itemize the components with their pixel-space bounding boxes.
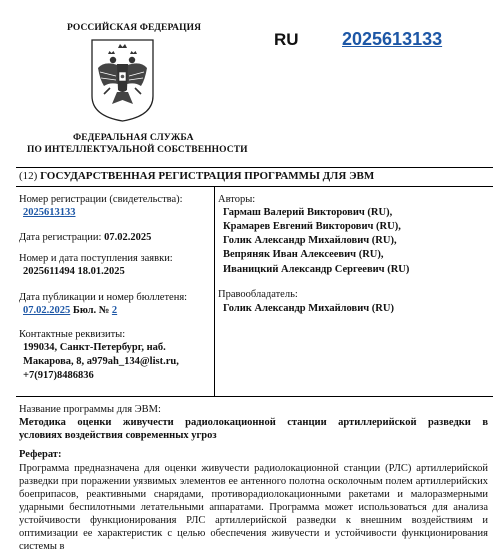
publication-row (23, 305, 117, 316)
holder-label: Правообладатель: (218, 289, 298, 300)
contacts-line-3: +7(917)8486836 (23, 370, 94, 381)
program-name-line-2: условиях воздействия современных угроз (19, 430, 217, 441)
author-item: Вепряняк Иван Алексеевич (RU), (223, 249, 384, 260)
divider-top (16, 167, 493, 168)
title-text: ГОСУДАРСТВЕННАЯ РЕГИСТРАЦИЯ ПРОГРАММЫ ДЛЯ ЭВМ (40, 170, 375, 182)
coat-of-arms-icon (90, 38, 155, 123)
authors-label: Авторы: (218, 194, 256, 205)
abstract-label: Реферат: (19, 449, 62, 460)
publication-date-link[interactable]: 07.02.2025 (23, 305, 71, 316)
divider-bottom (16, 396, 493, 397)
bulletin-number-link[interactable]: 2 (111, 305, 118, 316)
document-number-link[interactable]: 2025613133 (342, 29, 443, 49)
ru-code: RU (274, 30, 299, 49)
author-item: Иваницкий Александр Сергеевич (RU) (223, 264, 410, 275)
author-item: Голик Александр Михайлович (RU), (223, 235, 397, 246)
application-label: Номер и дата поступления заявки: (19, 253, 173, 264)
contacts-line-2: Макарова, 8, a979ah_134@list.ru, (23, 356, 179, 367)
program-name-line-1: Методика оценки живучести радиолокационной станции артиллерийской разведки в (19, 417, 488, 428)
column-divider (214, 187, 215, 396)
reg-date-row (19, 232, 151, 243)
agency-line-1: ФЕДЕРАЛЬНАЯ СЛУЖБА (73, 133, 194, 143)
divider-title (16, 186, 493, 187)
country-name: РОССИЙСКАЯ ФЕДЕРАЦИЯ (67, 23, 202, 33)
author-item: Гармаш Валерий Викторович (RU), (223, 207, 393, 218)
reg-date-value: 07.02.2025 (104, 232, 152, 243)
reg-number-label: Номер регистрации (свидетельства): (19, 194, 183, 205)
title-row (19, 170, 374, 182)
reg-date-label: Дата регистрации: (19, 232, 102, 243)
publication-label: Дата публикации и номер бюллетеня: (19, 292, 188, 303)
bulletin-text: Бюл. № (72, 305, 110, 316)
contacts-line-1: 199034, Санкт-Петербург, наб. (23, 342, 166, 353)
title-code: (12) (19, 170, 38, 182)
contacts-label: Контактные реквизиты: (19, 329, 126, 340)
reg-number-link[interactable]: 2025613133 (23, 207, 76, 218)
abstract-text: Программа предназначена для оценки живучести радиолокационной станции (РЛС) артиллерийской разведки при поражении уязвимых элементов ее антенного полотна осколочным полем артиллерийских боеприпасов, реактивными снарядами, противорадиолокационными ракетами и малоразмерными ударными беспилотными летательными аппаратами. Программа может использоваться для анализа устойчивости функционирования РЛС артиллерийской разведки к внешним воздействиям и оптимизации ее характеристик с целью обеспечения живучести и устойчивости функционирования системы в (19, 463, 488, 552)
holder-value: Голик Александр Михайлович (RU) (223, 303, 394, 314)
application-value: 2025611494 18.01.2025 (23, 266, 125, 277)
author-item: Крамарев Евгений Викторович (RU), (223, 221, 401, 232)
program-name-label: Название программы для ЭВМ: (19, 404, 161, 415)
agency-line-2: ПО ИНТЕЛЛЕКТУАЛЬНОЙ СОБСТВЕННОСТИ (27, 145, 248, 155)
